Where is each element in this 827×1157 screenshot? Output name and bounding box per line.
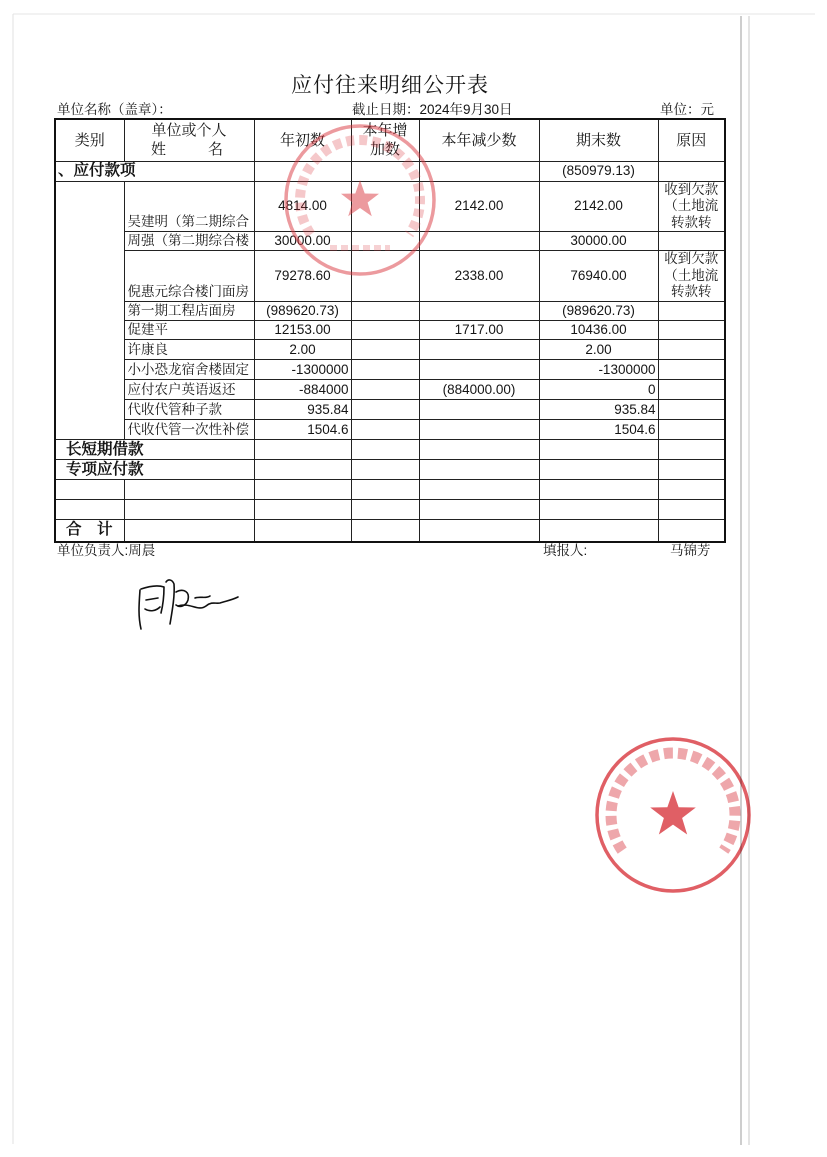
- opening-balance: 935.84: [254, 400, 351, 420]
- column-header-opening: 年初数: [254, 119, 351, 161]
- opening-balance: 2.00: [254, 340, 351, 360]
- document-title: 应付往来明细公开表: [291, 73, 489, 97]
- filler-label: 填报人:: [543, 543, 588, 558]
- increase-amount: [351, 321, 419, 340]
- table-row: [55, 181, 725, 232]
- reason-cell: [658, 380, 725, 400]
- column-header-closing: 期末数: [539, 119, 658, 161]
- decrease-amount: [419, 302, 539, 321]
- deadline-date: 截止日期：2024年9月30日: [352, 102, 513, 117]
- total-row: [55, 520, 725, 542]
- opening-balance: 1504.6: [254, 420, 351, 440]
- section-label: 专项应付款: [55, 460, 254, 480]
- reason-cell: [658, 321, 725, 340]
- decrease-amount: 2142.00: [419, 181, 539, 232]
- reason-cell: [658, 340, 725, 360]
- table-row: [55, 251, 725, 302]
- empty-cell: [419, 500, 539, 520]
- payee-name: 代收代管一次性补偿: [124, 420, 254, 440]
- opening-balance: 79278.60: [254, 251, 351, 302]
- reason-cell: [658, 360, 725, 380]
- column-header-increase: [351, 119, 419, 161]
- payee-name: 倪惠元综合楼门面房: [124, 251, 254, 302]
- payee-name: 代收代管种子款: [124, 400, 254, 420]
- decrease-amount: [419, 232, 539, 251]
- payee-name: 周强（第二期综合楼: [124, 232, 254, 251]
- payee-name: 小小恐龙宿舍楼固定: [124, 360, 254, 380]
- empty-cell: [539, 500, 658, 520]
- reason-cell: [658, 400, 725, 420]
- section-label: 长短期借款: [55, 440, 254, 460]
- reason-line: 收到欠款: [664, 251, 719, 266]
- official-seal-bottom: [597, 739, 749, 891]
- empty-row: [55, 480, 725, 500]
- empty-cell: [539, 480, 658, 500]
- table-row: [55, 420, 725, 440]
- reason-line: （土地流: [664, 267, 719, 283]
- payee-name: 吴建明（第二期综合: [124, 181, 254, 232]
- opening-balance: 4814.00: [254, 181, 351, 232]
- opening-balance: -884000: [254, 380, 351, 400]
- increase-amount: [351, 340, 419, 360]
- total-label: 合 计: [55, 520, 124, 542]
- payables-ledger-table: [54, 118, 726, 543]
- empty-cell: [351, 520, 419, 542]
- empty-cell: [419, 520, 539, 542]
- column-header-increase-line-1: 本年增: [362, 122, 408, 140]
- column-header-name-line-2: 姓 名: [150, 141, 227, 159]
- empty-row: [55, 500, 725, 520]
- empty-cell: [539, 440, 658, 460]
- closing-balance: (850979.13): [539, 161, 658, 181]
- reason-line: 转款转: [671, 284, 712, 299]
- closing-balance: -1300000: [539, 360, 658, 380]
- empty-cell: [351, 480, 419, 500]
- opening-balance: 30000.00: [254, 232, 351, 251]
- section-row-loans: [55, 440, 725, 460]
- closing-balance: 0: [539, 380, 658, 400]
- currency-unit: 单位：元: [660, 102, 714, 117]
- star-icon: [650, 791, 696, 834]
- closing-balance: (989620.73): [539, 302, 658, 321]
- empty-cell: [351, 440, 419, 460]
- header-row: [55, 119, 725, 161]
- reason-cell: [658, 420, 725, 440]
- reason-line: 收到欠款: [664, 181, 719, 197]
- increase-amount: [351, 380, 419, 400]
- decrease-amount: [419, 400, 539, 420]
- section-row-payables: [55, 161, 725, 181]
- closing-balance: 2142.00: [539, 181, 658, 232]
- reason-line: （土地流: [664, 198, 719, 213]
- empty-cell: [658, 440, 725, 460]
- increase-amount: [351, 232, 419, 251]
- opening-balance: 12153.00: [254, 321, 351, 340]
- section-row-special-payables: [55, 460, 725, 480]
- increase-amount: [351, 181, 419, 232]
- payee-name: 第一期工程店面房: [124, 302, 254, 321]
- increase-amount: [351, 360, 419, 380]
- reason-line: 转款转: [671, 214, 712, 230]
- increase-amount: [351, 302, 419, 321]
- payee-name: 应付农户英语返还: [124, 380, 254, 400]
- increase-amount: [351, 251, 419, 302]
- empty-cell: [254, 500, 351, 520]
- closing-balance: 1504.6: [539, 420, 658, 440]
- filler-name: 马锦芳: [670, 543, 711, 558]
- decrease-amount: [419, 340, 539, 360]
- increase-amount: [351, 161, 419, 181]
- decrease-amount: 2338.00: [419, 251, 539, 302]
- table-row: [55, 340, 725, 360]
- decrease-amount: [419, 420, 539, 440]
- empty-cell: [351, 460, 419, 480]
- column-header-category: 类别: [55, 119, 124, 161]
- empty-cell: [419, 440, 539, 460]
- empty-cell: [55, 500, 124, 520]
- column-header-name-line-1: 单位或个人: [151, 122, 227, 140]
- table-row: [55, 380, 725, 400]
- decrease-amount: [419, 161, 539, 181]
- empty-cell: [658, 460, 725, 480]
- reason-cell: [658, 181, 725, 232]
- unit-name-label: 单位名称（盖章）：: [57, 102, 172, 117]
- opening-balance: [254, 161, 351, 181]
- empty-cell: [539, 520, 658, 542]
- decrease-amount: 1717.00: [419, 321, 539, 340]
- table-row: [55, 302, 725, 321]
- empty-cell: [124, 500, 254, 520]
- empty-cell: [55, 480, 124, 500]
- reason-cell: [658, 251, 725, 302]
- reason-cell: [658, 302, 725, 321]
- payee-name: 许康良: [124, 340, 254, 360]
- opening-balance: (989620.73): [254, 302, 351, 321]
- empty-cell: [658, 520, 725, 542]
- empty-cell: [658, 480, 725, 500]
- opening-balance: -1300000: [254, 360, 351, 380]
- category-cell: [55, 181, 124, 440]
- payee-name: 促建平: [124, 321, 254, 340]
- empty-cell: [254, 440, 351, 460]
- empty-cell: [124, 520, 254, 542]
- column-header-increase-line-2: 加数: [369, 141, 400, 159]
- empty-cell: [658, 500, 725, 520]
- empty-cell: [419, 480, 539, 500]
- decrease-amount: [419, 360, 539, 380]
- increase-amount: [351, 420, 419, 440]
- column-header-decrease: 本年减少数: [419, 119, 539, 161]
- closing-balance: 76940.00: [539, 251, 658, 302]
- section-label: 、应付款项: [55, 161, 254, 181]
- unit-leader: 单位负责人:周晨: [57, 543, 156, 558]
- column-header-name: [124, 119, 254, 161]
- reason-cell: [658, 161, 725, 181]
- increase-amount: [351, 400, 419, 420]
- empty-cell: [254, 460, 351, 480]
- table-row: [55, 232, 725, 251]
- column-header-reason: 原因: [658, 119, 725, 161]
- table-row: [55, 360, 725, 380]
- signature: [139, 580, 238, 629]
- table-row: [55, 321, 725, 340]
- empty-cell: [539, 460, 658, 480]
- empty-cell: [124, 480, 254, 500]
- closing-balance: 2.00: [539, 340, 658, 360]
- table-row: [55, 400, 725, 420]
- empty-cell: [419, 460, 539, 480]
- empty-cell: [254, 520, 351, 542]
- closing-balance: 10436.00: [539, 321, 658, 340]
- empty-cell: [254, 480, 351, 500]
- reason-cell: [658, 232, 725, 251]
- decrease-amount: (884000.00): [419, 380, 539, 400]
- empty-cell: [351, 500, 419, 520]
- closing-balance: 30000.00: [539, 232, 658, 251]
- closing-balance: 935.84: [539, 400, 658, 420]
